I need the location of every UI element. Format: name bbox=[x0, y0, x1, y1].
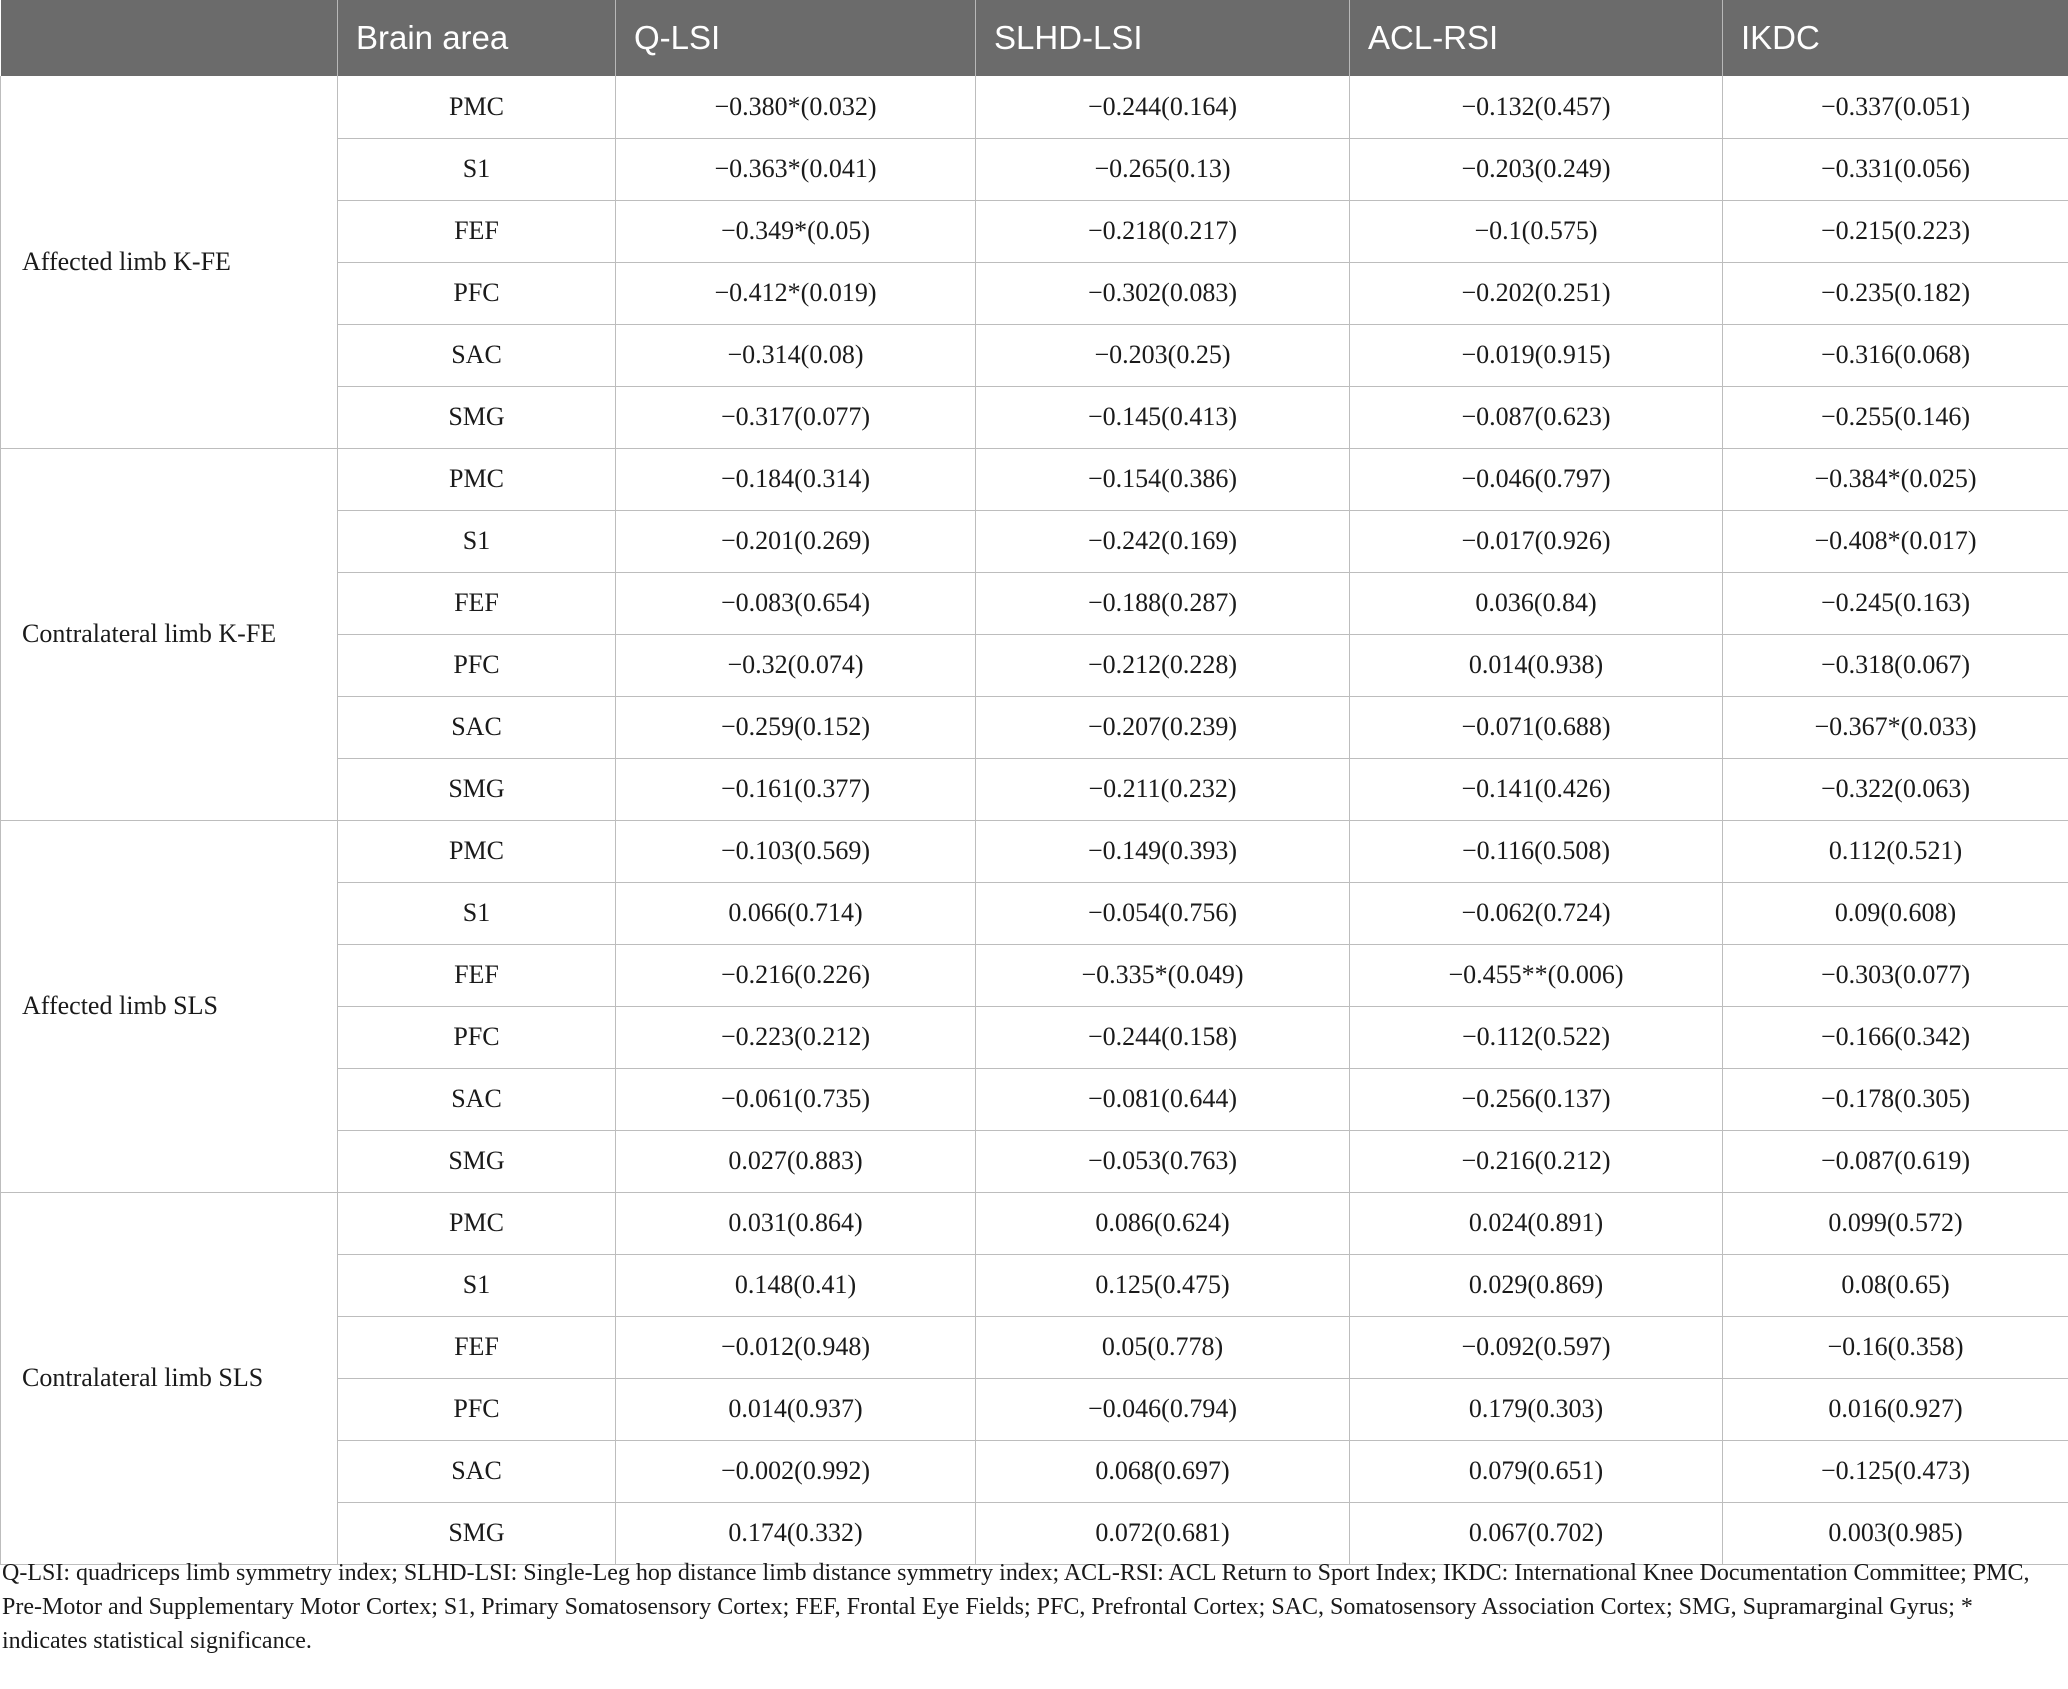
group-label: Affected limb SLS bbox=[1, 820, 338, 1192]
cell-brain-area: S1 bbox=[338, 138, 616, 200]
cell-slhd-lsi: 0.072(0.681) bbox=[976, 1502, 1350, 1564]
table-header bbox=[1, 0, 2068, 76]
cell-brain-area: SMG bbox=[338, 1130, 616, 1192]
header-q-lsi: Q-LSI bbox=[616, 0, 976, 76]
cell-slhd-lsi: 0.05(0.778) bbox=[976, 1316, 1350, 1378]
cell-ikdc: −0.408*(0.017) bbox=[1723, 510, 2068, 572]
cell-ikdc: −0.316(0.068) bbox=[1723, 324, 2068, 386]
cell-slhd-lsi: −0.212(0.228) bbox=[976, 634, 1350, 696]
cell-q-lsi: −0.201(0.269) bbox=[616, 510, 976, 572]
group-label: Contralateral limb K-FE bbox=[1, 448, 338, 820]
cell-acl-rsi: 0.179(0.303) bbox=[1350, 1378, 1723, 1440]
cell-q-lsi: −0.314(0.08) bbox=[616, 324, 976, 386]
table-row bbox=[1, 76, 2068, 138]
cell-acl-rsi: −0.216(0.212) bbox=[1350, 1130, 1723, 1192]
table-footnote: Q-LSI: quadriceps limb symmetry index; SLHD-LSI: Single-Leg hop distance limb distance symmetry index; ACL-RSI: ACL Return to Sport Index; IKDC: International Knee Documentation Committee; PMC, Pre-Motor and Supplementary Motor Cortex; S1, Primary Somatosensory Cortex; FEF, Frontal Eye Fields; PFC, Prefrontal Cortex; SAC, Somatosensory Association Cortex; SMG, Supramarginal Gyrus; * indicates statistical significance. bbox=[2, 1560, 2030, 1654]
cell-acl-rsi: 0.067(0.702) bbox=[1350, 1502, 1723, 1564]
cell-ikdc: 0.099(0.572) bbox=[1723, 1192, 2068, 1254]
table-row bbox=[1, 1192, 2068, 1254]
cell-ikdc: −0.166(0.342) bbox=[1723, 1006, 2068, 1068]
cell-q-lsi: −0.32(0.074) bbox=[616, 634, 976, 696]
cell-ikdc: −0.322(0.063) bbox=[1723, 758, 2068, 820]
cell-slhd-lsi: 0.068(0.697) bbox=[976, 1440, 1350, 1502]
cell-q-lsi: 0.014(0.937) bbox=[616, 1378, 976, 1440]
cell-slhd-lsi: −0.188(0.287) bbox=[976, 572, 1350, 634]
cell-brain-area: FEF bbox=[338, 200, 616, 262]
cell-acl-rsi: −0.112(0.522) bbox=[1350, 1006, 1723, 1068]
cell-ikdc: 0.016(0.927) bbox=[1723, 1378, 2068, 1440]
cell-slhd-lsi: −0.203(0.25) bbox=[976, 324, 1350, 386]
cell-acl-rsi: −0.071(0.688) bbox=[1350, 696, 1723, 758]
cell-brain-area: PMC bbox=[338, 1192, 616, 1254]
cell-slhd-lsi: −0.154(0.386) bbox=[976, 448, 1350, 510]
cell-brain-area: PFC bbox=[338, 262, 616, 324]
cell-slhd-lsi: −0.211(0.232) bbox=[976, 758, 1350, 820]
cell-q-lsi: −0.412*(0.019) bbox=[616, 262, 976, 324]
cell-q-lsi: 0.148(0.41) bbox=[616, 1254, 976, 1316]
cell-ikdc: 0.003(0.985) bbox=[1723, 1502, 2068, 1564]
cell-acl-rsi: 0.029(0.869) bbox=[1350, 1254, 1723, 1316]
cell-brain-area: PMC bbox=[338, 76, 616, 138]
cell-acl-rsi: −0.116(0.508) bbox=[1350, 820, 1723, 882]
cell-slhd-lsi: −0.149(0.393) bbox=[976, 820, 1350, 882]
cell-acl-rsi: −0.141(0.426) bbox=[1350, 758, 1723, 820]
cell-brain-area: FEF bbox=[338, 1316, 616, 1378]
cell-q-lsi: −0.349*(0.05) bbox=[616, 200, 976, 262]
cell-brain-area: PMC bbox=[338, 448, 616, 510]
cell-slhd-lsi: −0.053(0.763) bbox=[976, 1130, 1350, 1192]
group-label: Affected limb K-FE bbox=[1, 76, 338, 448]
cell-ikdc: −0.384*(0.025) bbox=[1723, 448, 2068, 510]
cell-ikdc: −0.16(0.358) bbox=[1723, 1316, 2068, 1378]
cell-ikdc: −0.337(0.051) bbox=[1723, 76, 2068, 138]
cell-brain-area: S1 bbox=[338, 1254, 616, 1316]
cell-slhd-lsi: 0.125(0.475) bbox=[976, 1254, 1350, 1316]
cell-brain-area: SMG bbox=[338, 758, 616, 820]
cell-brain-area: FEF bbox=[338, 572, 616, 634]
cell-acl-rsi: −0.202(0.251) bbox=[1350, 262, 1723, 324]
cell-ikdc: −0.318(0.067) bbox=[1723, 634, 2068, 696]
cell-acl-rsi: −0.132(0.457) bbox=[1350, 76, 1723, 138]
cell-acl-rsi: 0.036(0.84) bbox=[1350, 572, 1723, 634]
cell-q-lsi: −0.161(0.377) bbox=[616, 758, 976, 820]
cell-acl-rsi: −0.203(0.249) bbox=[1350, 138, 1723, 200]
cell-slhd-lsi: −0.218(0.217) bbox=[976, 200, 1350, 262]
cell-acl-rsi: −0.019(0.915) bbox=[1350, 324, 1723, 386]
cell-brain-area: S1 bbox=[338, 510, 616, 572]
cell-ikdc: −0.215(0.223) bbox=[1723, 200, 2068, 262]
cell-q-lsi: −0.103(0.569) bbox=[616, 820, 976, 882]
cell-acl-rsi: −0.256(0.137) bbox=[1350, 1068, 1723, 1130]
cell-slhd-lsi: −0.242(0.169) bbox=[976, 510, 1350, 572]
cell-slhd-lsi: −0.265(0.13) bbox=[976, 138, 1350, 200]
table-body bbox=[1, 76, 2068, 1564]
header-ikdc: IKDC bbox=[1723, 0, 2068, 76]
cell-ikdc: −0.303(0.077) bbox=[1723, 944, 2068, 1006]
cell-q-lsi: 0.027(0.883) bbox=[616, 1130, 976, 1192]
cell-brain-area: SAC bbox=[338, 696, 616, 758]
cell-ikdc: −0.235(0.182) bbox=[1723, 262, 2068, 324]
header-brain-area: Brain area bbox=[338, 0, 616, 76]
header-slhd-lsi: SLHD-LSI bbox=[976, 0, 1350, 76]
cell-brain-area: SAC bbox=[338, 1068, 616, 1130]
cell-acl-rsi: −0.455**(0.006) bbox=[1350, 944, 1723, 1006]
cell-slhd-lsi: −0.302(0.083) bbox=[976, 262, 1350, 324]
cell-ikdc: −0.367*(0.033) bbox=[1723, 696, 2068, 758]
cell-q-lsi: −0.380*(0.032) bbox=[616, 76, 976, 138]
cell-q-lsi: −0.259(0.152) bbox=[616, 696, 976, 758]
header-group-blank bbox=[1, 0, 338, 76]
cell-slhd-lsi: −0.244(0.158) bbox=[976, 1006, 1350, 1068]
cell-acl-rsi: −0.017(0.926) bbox=[1350, 510, 1723, 572]
cell-q-lsi: −0.083(0.654) bbox=[616, 572, 976, 634]
cell-brain-area: FEF bbox=[338, 944, 616, 1006]
cell-slhd-lsi: −0.335*(0.049) bbox=[976, 944, 1350, 1006]
cell-brain-area: SAC bbox=[338, 1440, 616, 1502]
cell-slhd-lsi: −0.054(0.756) bbox=[976, 882, 1350, 944]
cell-brain-area: PFC bbox=[338, 1006, 616, 1068]
cell-ikdc: −0.255(0.146) bbox=[1723, 386, 2068, 448]
cell-brain-area: PMC bbox=[338, 820, 616, 882]
cell-q-lsi: −0.317(0.077) bbox=[616, 386, 976, 448]
cell-q-lsi: 0.066(0.714) bbox=[616, 882, 976, 944]
cell-q-lsi: −0.363*(0.041) bbox=[616, 138, 976, 200]
cell-acl-rsi: 0.024(0.891) bbox=[1350, 1192, 1723, 1254]
cell-q-lsi: −0.012(0.948) bbox=[616, 1316, 976, 1378]
cell-q-lsi: −0.002(0.992) bbox=[616, 1440, 976, 1502]
cell-brain-area: S1 bbox=[338, 882, 616, 944]
cell-ikdc: −0.125(0.473) bbox=[1723, 1440, 2068, 1502]
cell-ikdc: 0.08(0.65) bbox=[1723, 1254, 2068, 1316]
cell-q-lsi: 0.031(0.864) bbox=[616, 1192, 976, 1254]
cell-q-lsi: 0.174(0.332) bbox=[616, 1502, 976, 1564]
cell-ikdc: −0.178(0.305) bbox=[1723, 1068, 2068, 1130]
cell-acl-rsi: −0.046(0.797) bbox=[1350, 448, 1723, 510]
cell-acl-rsi: −0.087(0.623) bbox=[1350, 386, 1723, 448]
cell-acl-rsi: −0.1(0.575) bbox=[1350, 200, 1723, 262]
cell-ikdc: −0.331(0.056) bbox=[1723, 138, 2068, 200]
group-label: Contralateral limb SLS bbox=[1, 1192, 338, 1564]
cell-brain-area: SAC bbox=[338, 324, 616, 386]
cell-brain-area: PFC bbox=[338, 634, 616, 696]
cell-acl-rsi: 0.014(0.938) bbox=[1350, 634, 1723, 696]
cell-q-lsi: −0.216(0.226) bbox=[616, 944, 976, 1006]
cell-slhd-lsi: −0.145(0.413) bbox=[976, 386, 1350, 448]
cell-brain-area: SMG bbox=[338, 386, 616, 448]
cell-ikdc: 0.09(0.608) bbox=[1723, 882, 2068, 944]
cell-slhd-lsi: −0.207(0.239) bbox=[976, 696, 1350, 758]
cell-q-lsi: −0.184(0.314) bbox=[616, 448, 976, 510]
cell-q-lsi: −0.061(0.735) bbox=[616, 1068, 976, 1130]
cell-ikdc: 0.112(0.521) bbox=[1723, 820, 2068, 882]
table-row bbox=[1, 820, 2068, 882]
table-row bbox=[1, 448, 2068, 510]
cell-ikdc: −0.087(0.619) bbox=[1723, 1130, 2068, 1192]
cell-ikdc: −0.245(0.163) bbox=[1723, 572, 2068, 634]
cell-slhd-lsi: −0.244(0.164) bbox=[976, 76, 1350, 138]
cell-acl-rsi: −0.092(0.597) bbox=[1350, 1316, 1723, 1378]
cell-slhd-lsi: −0.046(0.794) bbox=[976, 1378, 1350, 1440]
cell-acl-rsi: 0.079(0.651) bbox=[1350, 1440, 1723, 1502]
cell-acl-rsi: −0.062(0.724) bbox=[1350, 882, 1723, 944]
cell-brain-area: PFC bbox=[338, 1378, 616, 1440]
header-acl-rsi: ACL-RSI bbox=[1350, 0, 1723, 76]
cell-slhd-lsi: 0.086(0.624) bbox=[976, 1192, 1350, 1254]
cell-brain-area: SMG bbox=[338, 1502, 616, 1564]
header-row bbox=[1, 0, 2068, 76]
cell-q-lsi: −0.223(0.212) bbox=[616, 1006, 976, 1068]
cell-slhd-lsi: −0.081(0.644) bbox=[976, 1068, 1350, 1130]
